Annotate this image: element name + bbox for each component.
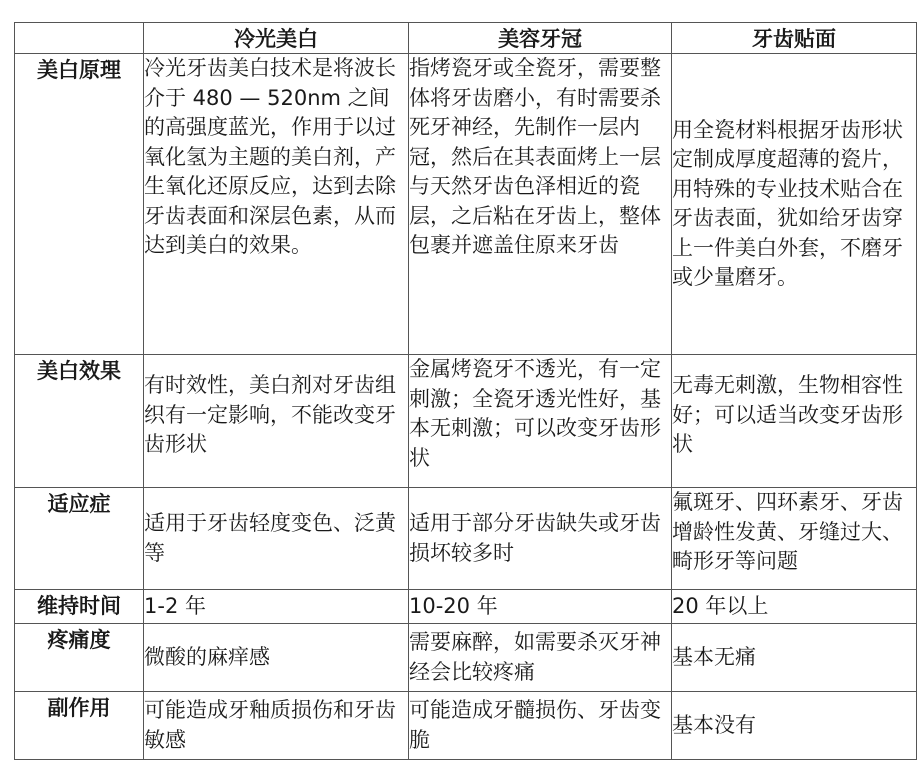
comparison-table [14, 22, 917, 760]
table-cell: 微酸的麻痒感 [144, 624, 409, 692]
table-cell: 冷光牙齿美白技术是将波长介于 480 — 520nm 之间的高强度蓝光，作用于以过氧化氢为主题的美白剂，产生氧化还原反应，达到去除牙齿表面和深层色素，从而达到美白的效果。 [144, 54, 409, 355]
table-cell: 适用于部分牙齿缺失或牙齿损坏较多时 [409, 488, 672, 590]
column-header-cosmetic-crown: 美容牙冠 [409, 23, 672, 54]
row-header-duration: 维持时间 [15, 590, 144, 624]
table-row [15, 692, 917, 760]
table-cell: 指烤瓷牙或全瓷牙，需要整体将牙齿磨小，有时需要杀死牙神经，先制作一层内冠，然后在其表面烤上一层与天然牙齿色泽相近的瓷层，之后粘在牙齿上，整体包裹并遮盖住原来牙齿 [409, 54, 672, 355]
column-header-cold-light-whitening: 冷光美白 [144, 23, 409, 54]
table-row [15, 488, 917, 590]
table-row [15, 624, 917, 692]
table-row [15, 590, 917, 624]
table-row [15, 355, 917, 488]
table-cell: 10-20 年 [409, 590, 672, 624]
table-cell: 有时效性，美白剂对牙齿组织有一定影响，不能改变牙齿形状 [144, 355, 409, 488]
header-row [15, 23, 917, 54]
table-cell: 可能造成牙髓损伤、牙齿变脆 [409, 692, 672, 760]
corner-cell [15, 23, 144, 54]
table-cell: 氟斑牙、四环素牙、牙齿增龄性发黄、牙缝过大、畸形牙等问题 [672, 488, 917, 590]
row-header-effect: 美白效果 [15, 355, 144, 488]
table-cell: 金属烤瓷牙不透光，有一定刺激；全瓷牙透光性好，基本无刺激；可以改变牙齿形状 [409, 355, 672, 488]
row-header-principle: 美白原理 [15, 54, 144, 355]
row-header-indications: 适应症 [15, 488, 144, 590]
row-header-side-effects: 副作用 [15, 692, 144, 760]
table-cell: 适用于牙齿轻度变色、泛黄等 [144, 488, 409, 590]
table-row [15, 54, 917, 355]
table-cell: 可能造成牙釉质损伤和牙齿敏感 [144, 692, 409, 760]
table-cell: 需要麻醉，如需要杀灭牙神经会比较疼痛 [409, 624, 672, 692]
table-cell: 基本没有 [672, 692, 917, 760]
table-cell: 用全瓷材料根据牙齿形状定制成厚度超薄的瓷片，用特殊的专业技术贴合在牙齿表面，犹如给牙齿穿上一件美白外套，不磨牙或少量磨牙。 [672, 54, 917, 355]
table-cell: 基本无痛 [672, 624, 917, 692]
row-header-pain-level: 疼痛度 [15, 624, 144, 692]
column-header-veneer: 牙齿贴面 [672, 23, 917, 54]
table-cell: 无毒无刺激，生物相容性好；可以适当改变牙齿形状 [672, 355, 917, 488]
table-cell: 20 年以上 [672, 590, 917, 624]
table-cell: 1-2 年 [144, 590, 409, 624]
